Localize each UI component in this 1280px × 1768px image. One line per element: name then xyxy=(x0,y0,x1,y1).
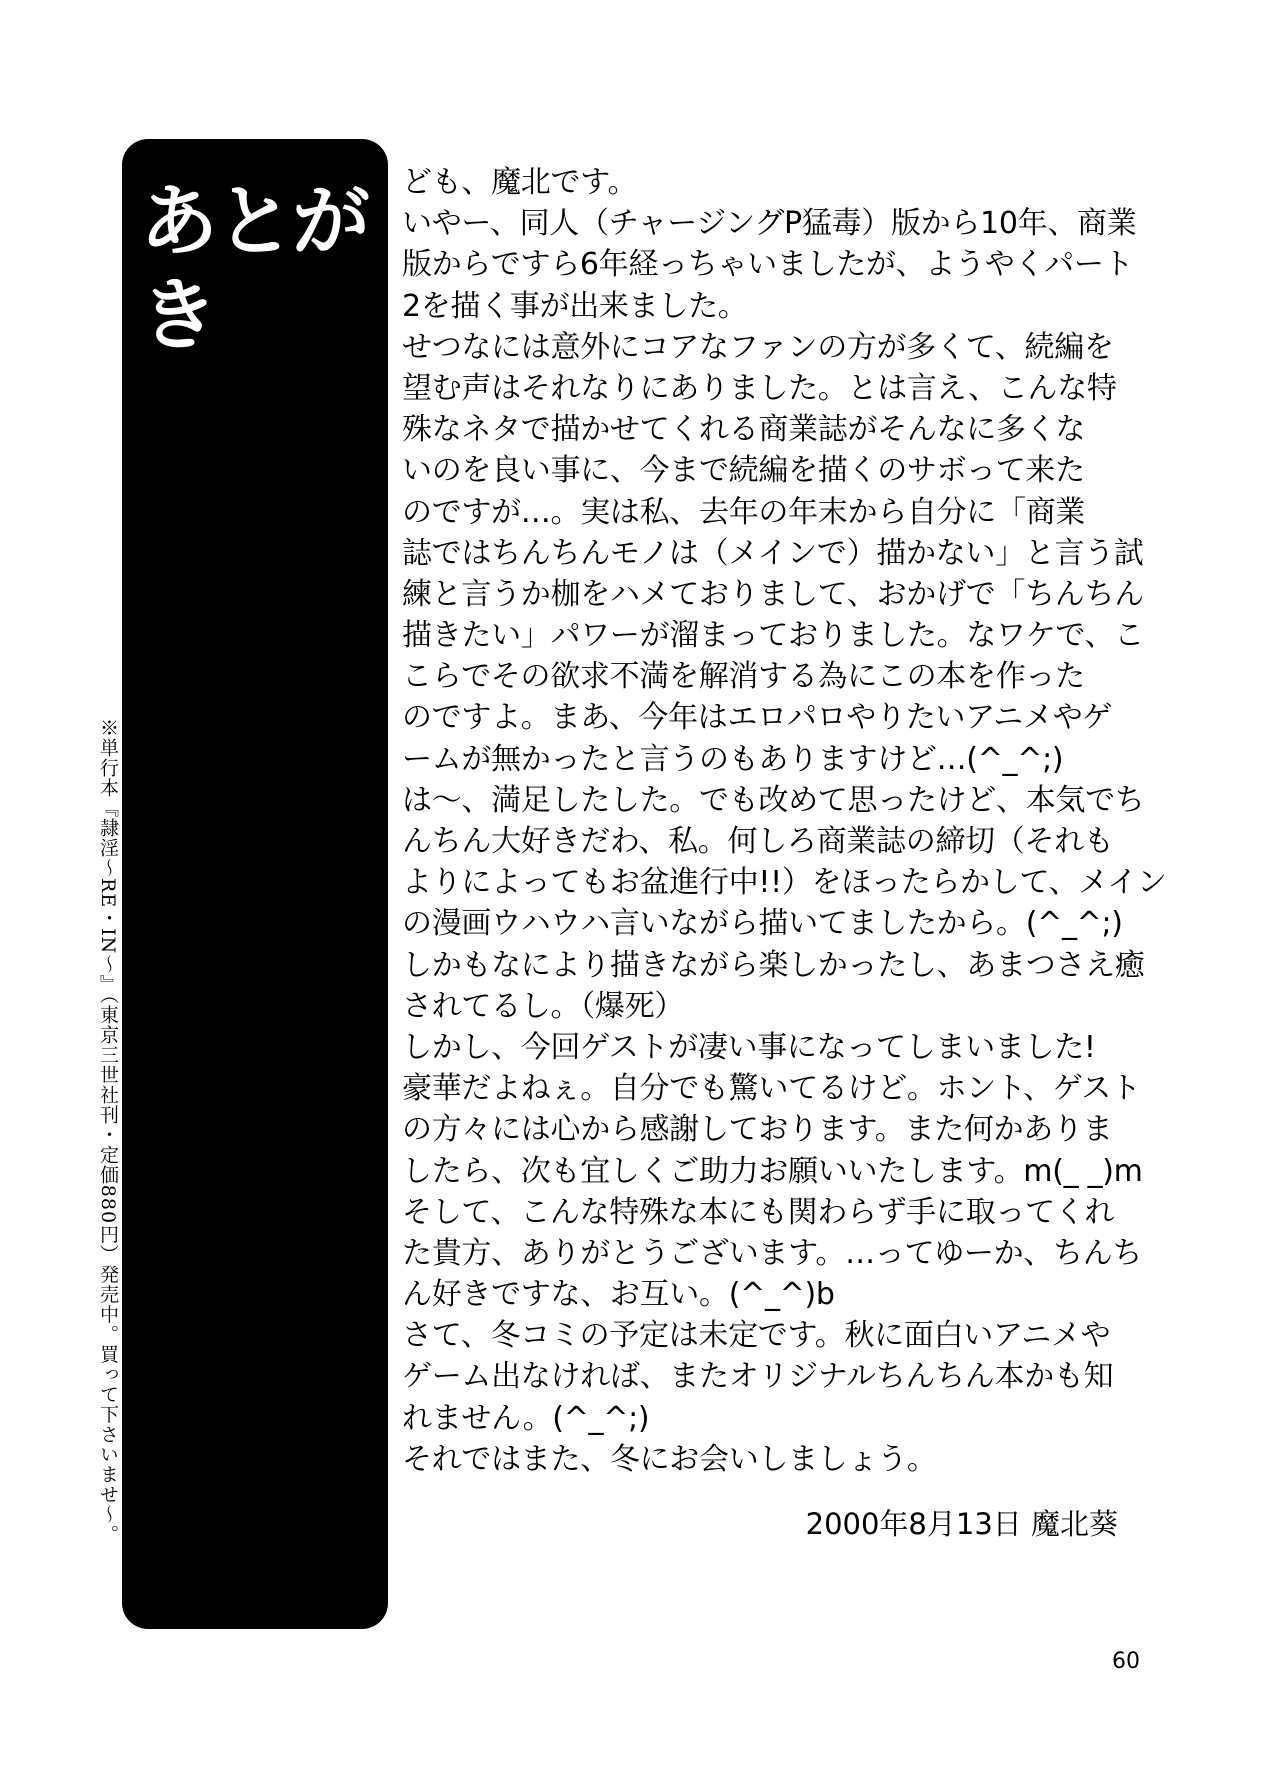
body-line: ども、魔北です。 xyxy=(402,165,638,200)
body-line: そして、こんな特殊な本にも関わらず手に取ってくれ xyxy=(402,1194,1115,1230)
body-line: いやー、同人（チャージングP猛毒）版から10年、商業 xyxy=(402,206,1137,242)
body-line: 練と言うか枷をハメておりまして、おかげで「ちんちん xyxy=(402,576,1144,612)
body-line: ームが無かったと言うのもありますけど…(^_^;) xyxy=(402,741,1064,777)
body-line: 誌ではちんちんモノは（メインで）描かない」と言う試 xyxy=(402,535,1144,571)
body-line: されてるし。（爆死） xyxy=(402,988,684,1024)
side-note: ※単行本『隷淫〜RE・IN〜』（東京三世社刊・定価880円）発売中。買って下さいませ〜。 xyxy=(97,718,119,1545)
body-line: こらでその欲求不満を解消する為にこの本を作った xyxy=(402,659,1085,695)
body-line: いのを良い事に、今まで続編を描くのサボって来た xyxy=(402,453,1085,489)
body-line: 2を描く事が出来ました。 xyxy=(402,288,748,324)
body-line: よりによってもお盆進行中!!）をほったらかして、メイン xyxy=(402,865,1167,901)
body-line: せつなには意外にコアなファンの方が多くて、続編を xyxy=(402,329,1114,365)
body-line: た貴方、ありがとうございます。…ってゆーか、ちんち xyxy=(402,1235,1143,1271)
body-line: 殊なネタで描かせてくれる商業誌がそんなに多くな xyxy=(402,412,1086,448)
body-line: しかし、今回ゲストが凄い事になってしまいました! xyxy=(402,1029,1096,1065)
body-line: ん好きですな、お互い。(^_^)b xyxy=(402,1277,835,1313)
page-number: 60 xyxy=(1112,1649,1140,1674)
page-title: あとがき xyxy=(140,177,369,361)
body-line: 豪華だよねぇ。自分でも驚いてるけど。ホント、ゲスト xyxy=(402,1071,1141,1107)
body-line: さて、冬コミの予定は未定です。秋に面白いアニメや xyxy=(402,1318,1111,1354)
body-line: は〜、満足したした。でも改めて思ったけど、本気でち xyxy=(402,782,1145,818)
body-line: の方々には心から感謝しております。また何かありま xyxy=(402,1112,1113,1148)
body-line: 描きたい」パワーが溜まっておりました。なワケで、こ xyxy=(402,618,1144,654)
body-line: ゲーム出なければ、またオリジナルちんちん本かも知 xyxy=(402,1359,1114,1395)
body-line: の漫画ウハウハ言いながら描いてましたから。(^_^;) xyxy=(402,906,1123,942)
signature: 2000年8月13日 魔北葵 xyxy=(805,1507,1118,1541)
body-line: 版からですら6年経っちゃいましたが、ようやくパート xyxy=(402,247,1134,283)
body-line: したら、次も宜しくご助力お願いいたします。m(_ _)m xyxy=(402,1153,1143,1189)
afterword-body xyxy=(402,162,1167,1480)
body-line: のですよ。まあ、今年はエロパロやりたいアニメやゲ xyxy=(402,700,1113,736)
body-line: それではまた、冬にお会いしましょう。 xyxy=(402,1441,937,1477)
body-line: れません。(^_^;) xyxy=(402,1400,650,1436)
body-line: 望む声はそれなりにありました。とは言え、こんな特 xyxy=(402,370,1117,406)
body-line: しかもなにより描きながら楽しかったし、あまつさえ癒 xyxy=(402,947,1145,983)
heading-panel xyxy=(122,139,388,1629)
body-line: んちん大好きだわ、私。何しろ商業誌の締切（それも xyxy=(402,824,1114,859)
body-line: のですが…。実は私、去年の年末から自分に「商業 xyxy=(402,494,1086,530)
